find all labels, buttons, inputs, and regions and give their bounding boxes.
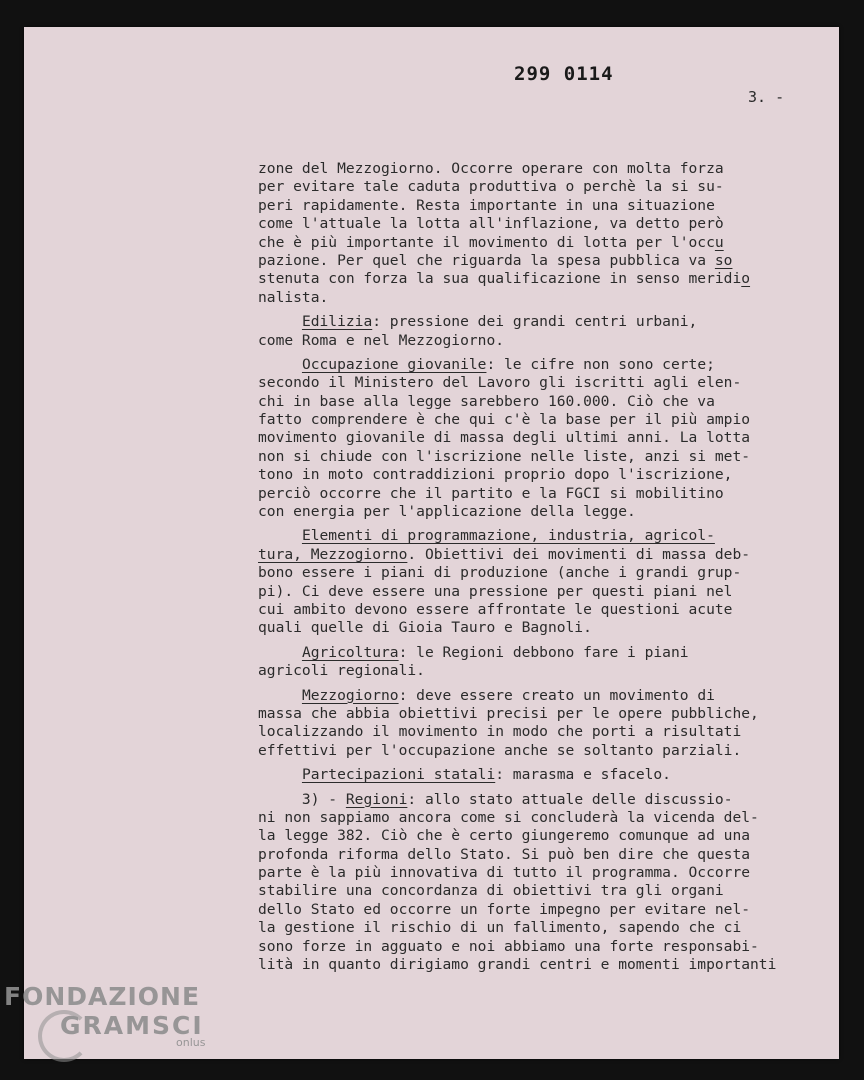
text-line: [258, 956, 818, 974]
text-segment: bono essere i piani di produzione (anche i grandi grup-: [258, 564, 742, 582]
text-segment: movimento giovanile di massa degli ultimi anni. La lotta: [258, 429, 751, 447]
paragraph: [258, 791, 818, 975]
text-segment: ni non sappiamo ancora come si concluderà la vicenda del-: [258, 808, 759, 826]
text-segment: pazione. Per quel che riguarda la spesa pubblica va: [258, 251, 715, 269]
paragraph: [258, 356, 818, 522]
underlined-text: Elementi di programmazione, industria, agricol-: [301, 527, 715, 545]
text-line: [258, 313, 818, 331]
text-segment: lità in quanto dirigiamo grandi centri e momenti importanti: [258, 956, 777, 974]
text-line: [258, 723, 818, 741]
text-segment: quali quelle di Gioia Tauro e Bagnoli.: [258, 619, 592, 637]
text-line: [258, 160, 818, 178]
text-line: [258, 234, 818, 252]
text-line: [258, 938, 818, 956]
text-line: [258, 215, 818, 233]
text-segment: perciò occorre che il partito e la FGCI si mobilitino: [258, 484, 724, 502]
text-segment: : pressione dei grandi centri urbani,: [372, 313, 698, 331]
text-line: [258, 901, 818, 919]
watermark-line2: GRAMSCI: [60, 1011, 204, 1040]
text-line: [258, 882, 818, 900]
text-line: [258, 252, 818, 270]
text-segment: chi in base alla legge sarebbero 160.000. Ciò che va: [258, 392, 715, 410]
text-segment: massa che abbia obiettivi precisi per le opere pubbliche,: [258, 704, 759, 722]
text-line: [258, 662, 818, 680]
underlined-text: Mezzogiorno: [301, 686, 399, 704]
text-segment: peri rapidamente. Resta importante in una situazione: [258, 196, 715, 214]
paragraph: [258, 687, 818, 761]
text-segment: [258, 356, 302, 373]
text-segment: 3) -: [258, 790, 346, 808]
underlined-text: Occupazione giovanile: [301, 355, 487, 373]
fondazione-gramsci-watermark: [4, 982, 205, 1049]
text-line: [258, 429, 818, 447]
text-segment: la legge 382. Ciò che è certo giungeremo comunque ad una: [258, 827, 751, 845]
text-line: [258, 289, 818, 307]
text-line: [258, 846, 818, 864]
page-number: 3. -: [748, 88, 785, 106]
text-segment: che è più importante il movimento di lotta per l'occ: [258, 233, 715, 251]
text-segment: non si chiude con l'iscrizione nelle liste, anzi si met-: [258, 447, 751, 465]
underlined-text: u: [714, 233, 724, 251]
text-segment: stabilire una concordanza di obiettivi tra gli organi: [258, 882, 724, 900]
underlined-text: so: [714, 251, 733, 269]
text-segment: : allo stato attuale delle discussio-: [407, 790, 733, 808]
document-body: [258, 160, 818, 980]
text-line: [258, 644, 818, 662]
text-segment: . Obiettivi dei movimenti di massa deb-: [407, 545, 751, 563]
text-segment: [258, 766, 302, 783]
text-line: [258, 742, 818, 760]
underlined-text: Regioni: [345, 790, 408, 808]
text-line: [258, 809, 818, 827]
text-segment: localizzando il movimento in modo che porti a risultati: [258, 723, 742, 741]
text-segment: parte è la più innovativa di tutto il programma. Occorre: [258, 864, 751, 882]
text-line: [258, 583, 818, 601]
text-line: [258, 356, 818, 374]
text-segment: : le Regioni debbono fare i piani: [398, 643, 689, 661]
paragraph: [258, 766, 818, 784]
text-segment: cui ambito devono essere affrontate le questioni acute: [258, 600, 733, 618]
underlined-text: o: [741, 270, 751, 288]
archive-number: 299 0114: [514, 63, 614, 85]
text-line: [258, 485, 818, 503]
underlined-text: Agricoltura: [301, 643, 399, 661]
text-line: [258, 827, 818, 845]
watermark-line1: FONDAZIONE: [4, 982, 201, 1011]
paragraph: [258, 644, 818, 681]
text-segment: la gestione il rischio di un fallimento, sapendo che ci: [258, 919, 742, 937]
paragraph: [258, 527, 818, 637]
underlined-text: Edilizia: [301, 313, 373, 331]
text-segment: agricoli regionali.: [258, 662, 425, 680]
text-segment: [258, 644, 302, 661]
text-segment: per evitare tale caduta produttiva o perchè la si su-: [258, 178, 724, 196]
text-line: [258, 374, 818, 392]
text-line: [258, 919, 818, 937]
text-segment: come l'attuale la lotta all'inflazione, va detto però: [258, 215, 724, 233]
text-segment: tono in moto contraddizioni proprio dopo l'iscrizione,: [258, 466, 733, 484]
text-line: [258, 503, 818, 521]
text-line: [258, 178, 818, 196]
text-segment: fatto comprendere è che qui c'è la base per il più ampio: [258, 411, 751, 429]
text-segment: nalista.: [258, 288, 329, 306]
text-line: [258, 393, 818, 411]
text-line: [258, 332, 818, 350]
paragraph: [258, 160, 818, 307]
text-segment: pi). Ci deve essere una pressione per questi piani nel: [258, 582, 733, 600]
text-segment: secondo il Ministero del Lavoro gli iscritti agli elen-: [258, 374, 742, 392]
text-segment: sono forze in agguato e noi abbiamo una forte responsabi-: [258, 937, 759, 955]
text-line: [258, 791, 818, 809]
text-segment: con energia per l'applicazione della legge.: [258, 503, 636, 521]
paragraph: [258, 313, 818, 350]
text-line: [258, 197, 818, 215]
text-segment: zone del Mezzogiorno. Occorre operare con molta forza: [258, 160, 724, 177]
text-segment: [258, 687, 302, 704]
text-segment: : le cifre non sono certe;: [486, 355, 715, 373]
watermark-line3: onlus: [176, 1036, 206, 1049]
text-line: [258, 601, 818, 619]
text-segment: profonda riforma dello Stato. Si può ben dire che questa: [258, 845, 751, 863]
text-line: [258, 448, 818, 466]
text-line: [258, 527, 818, 545]
text-segment: [258, 313, 302, 330]
text-segment: : deve essere creato un movimento di: [398, 686, 715, 704]
gramsci-logo-icon: [38, 1010, 90, 1062]
text-line: [258, 766, 818, 784]
text-segment: dello Stato ed occorre un forte impegno per evitare nel-: [258, 900, 751, 918]
text-line: [258, 411, 818, 429]
underlined-text: tura, Mezzogiorno: [258, 545, 408, 563]
text-line: [258, 687, 818, 705]
text-segment: : marasma e sfacelo.: [495, 766, 671, 784]
text-segment: stenuta con forza la sua qualificazione in senso meridi: [258, 270, 742, 288]
text-segment: come Roma e nel Mezzogiorno.: [258, 331, 505, 349]
text-segment: effettivi per l'occupazione anche se soltanto parziali.: [258, 741, 742, 759]
text-line: [258, 466, 818, 484]
underlined-text: Partecipazioni statali: [301, 766, 496, 784]
text-line: [258, 619, 818, 637]
text-line: [258, 705, 818, 723]
text-line: [258, 864, 818, 882]
text-line: [258, 270, 818, 288]
text-line: [258, 546, 818, 564]
text-line: [258, 564, 818, 582]
text-segment: [258, 527, 302, 544]
